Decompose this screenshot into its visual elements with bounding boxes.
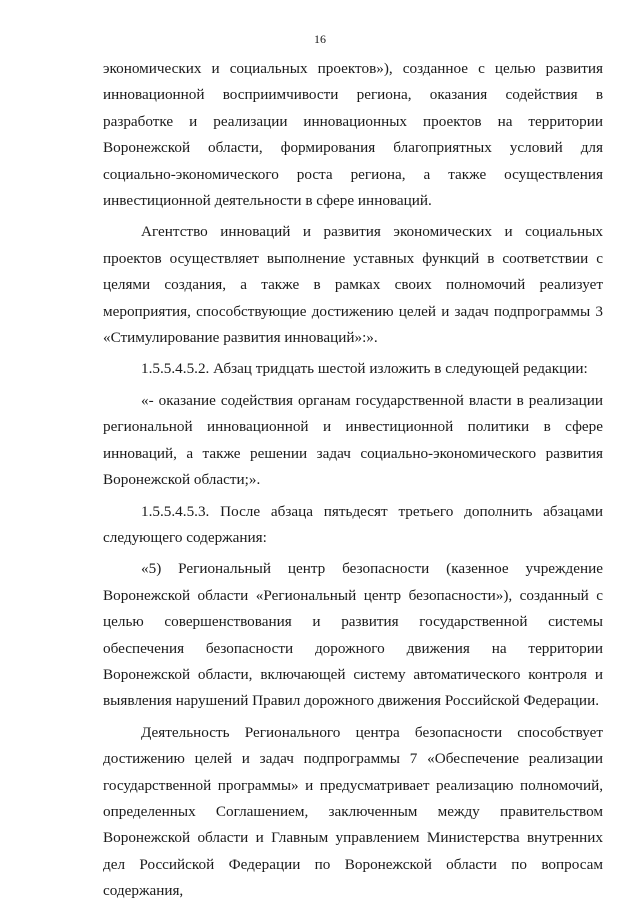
paragraph-4: «- оказание содействия органам государственной власти в реализации региональной инновационной и инвестиционной политики в сфере инноваций, а также решении задач социально-экономического развития Воронежской области;». [103,391,603,489]
paragraph-3: 1.5.5.4.5.2. Абзац тридцать шестой изложить в следующей редакции: [141,360,588,378]
paragraph-6: «5) Региональный центр безопасности (казенное учреждение Воронежской области «Региональный центр безопасности»), созданный с целью совершенствования и развития государственной системы обеспечения безопасности дорожного движения на территории Воронежской области, включающей систему автоматического контроля и выявления нарушений Правил дорожного движения Российской Федерации. [103,560,603,710]
paragraph-5: 1.5.5.4.5.3. После абзаца пятьдесят третьего дополнить абзацами следующего содержания: [103,502,603,546]
document-body [103,56,603,905]
page-number: 16 [314,32,326,46]
paragraph-2: Агентство инноваций и развития экономических и социальных проектов осуществляет выполнение уставных функций в соответствии с целями создания, а также в рамках своих полномочий реализует мероприятия, способствующие достижению целей и задач подпрограммы 3 «Стимулирование развития инноваций»:». [103,223,603,347]
paragraph-1: экономических и социальных проектов»), созданное с целью развития инновационной восприимчивости региона, оказания содействия в разработке и реализации инновационных проектов на территории Воронежской области, формирования благоприятных условий для социально-экономического роста региона, а также осуществления инвестиционной деятельности в сфере инноваций. [103,60,603,210]
paragraph-7: Деятельность Регионального центра безопасности способствует достижению целей и задач подпрограммы 7 «Обеспечение реализации государственной программы» и предусматривает реализацию полномочий, определенных Соглашением, заключенным между правительством Воронежской области и Главным управлением Министерства внутренних дел Российской Федерации по Воронежской области по вопросам содержания, [103,723,603,900]
